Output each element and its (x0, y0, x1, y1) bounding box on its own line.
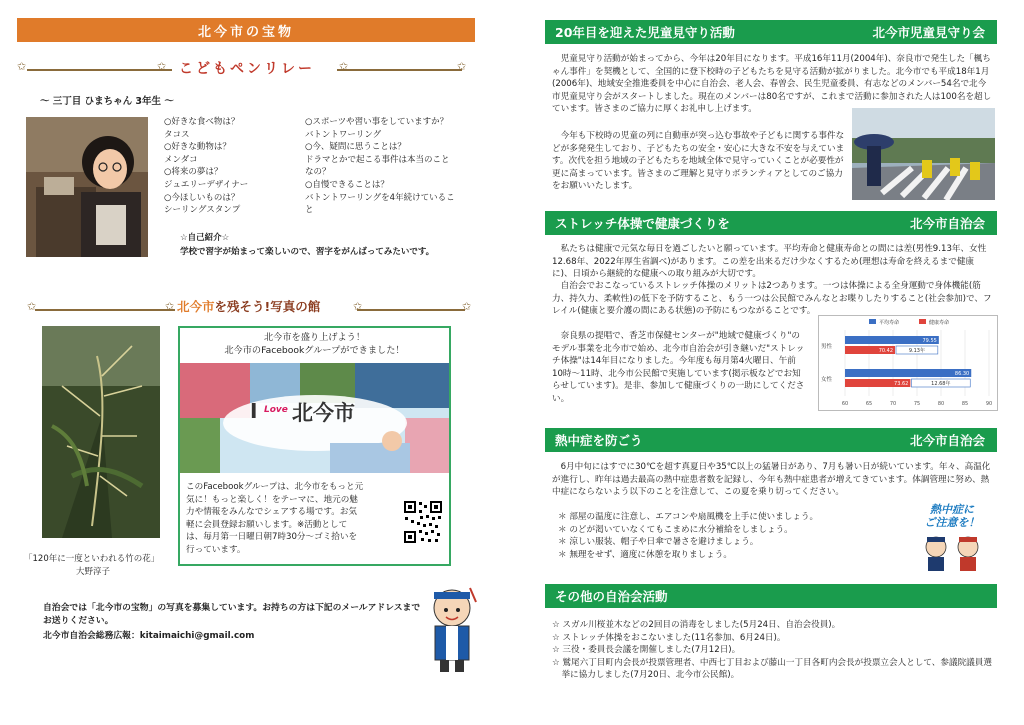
relay-col2 (305, 116, 475, 217)
relay-line: ○自慢できることは？ (305, 179, 389, 190)
legend-label: 健康寿命 (929, 320, 950, 326)
star-icon: ✩ (27, 300, 37, 313)
chart-svg (819, 316, 997, 410)
x-tick-label: 90 (985, 401, 993, 407)
legend-swatch (869, 319, 876, 324)
relay-line: バトントワーリングを4年続けているこ (305, 192, 455, 203)
fb-heading: 北今市を盛り上げよう！ 北今市のFacebookグループができました！ (224, 332, 405, 356)
stretch-para2: 自治会でおこなっているストレッチ体操のメリットは2つあります。一つは体操による全身運動で身体機能(筋力、持久力、柔軟性)の低下を予防すること、もう一つは公民館でみんなとお喋りしたりすること(社会参加)で、フレイル(健康と要介護の間にある状態)の予防にもつながることです。 (552, 281, 992, 317)
mimamori-para1: 児童見守り活動が始まってから、今年は20年目になります。平成16年11月(2004年)、奈良市で発生した「楓ちゃん事件」を契機として、全国的に登下校時の子どもたちを見守る活動が拡がりました。北今市でも平成18年1月(2006年)、地域安全推進委員を中心に自治会、老人会、春曽会、民生児童委員、有志などのメンバー54名で北今市児童見守り会がスタートしました。現在のメンバーは80名ですが、これまで活動に参加された人は100名を超しています。皆さまのご協力に厚くお礼申し上げます。 (552, 54, 992, 115)
fb-banner-image (180, 363, 449, 473)
heatstroke-illustration (908, 503, 996, 571)
relay-line: なの？ (305, 167, 331, 178)
section-title: 20年目を迎えた児童見守り活動 (555, 25, 735, 40)
relay-line: シーリングスタンプ (164, 205, 241, 216)
bar-value-label: 73.62 (894, 381, 909, 387)
other-list (552, 619, 992, 682)
relay-line: ○今ほしいものは？ (164, 192, 240, 203)
bar-average (845, 369, 971, 377)
facebook-box (178, 326, 451, 566)
left-banner-title: 北今市の宝物 (197, 24, 294, 40)
photo-section-title-bar (17, 297, 475, 321)
bar-value-label: 70.42 (878, 348, 894, 354)
footer-line2: 北今市自治会総務広報：kitaimaichi@gmail.com (43, 631, 255, 641)
intro-title: ☆自己紹介☆ (180, 233, 230, 243)
star-icon: ✩ (353, 300, 363, 313)
star-icon: ✩ (457, 60, 467, 73)
heatstroke-para: 6月中旬にはすでに30℃を超す真夏日や35℃以上の猛暑日があり、7月も暑い日が続いています。年々、高温化が進行し、昨年は過去最高の熱中症患者数を記録し、今年も熱中症患者が増えてきています。体調管理に努め、熱中症にならないよう以下のことを注意して、この夏を乗り切ってください。 (552, 462, 991, 498)
legend-label: 平均寿命 (879, 320, 900, 326)
fb-banner-love: Love (264, 405, 288, 415)
star-icon: ✩ (17, 60, 27, 73)
relay-line-right (337, 69, 462, 71)
relay-line: ○今、疑問に思うことは？ (305, 142, 406, 153)
other-item: ☆ スガル川桜並木などの2回目の消毒をしました(5月24日、自治会役員)。 (552, 620, 841, 630)
bamboo-photo (42, 326, 160, 538)
photo-title-prefix: 北今市 (177, 299, 215, 314)
mascot-illustration (426, 586, 478, 674)
heatstroke-item: ＊ 部屋の温度に注意し、エアコンや扇風機を上手に使いましょう。 (558, 512, 819, 522)
fb-body: このFacebookグループは、北今市をもっと元気に！もっと楽しく！をテーマに、地元の魅力や情報をみんなでシェアする場です。お気軽に会員登録お願いします。※活動としては、毎月第一日曜日朝7時30分～ゴミ拾いを行っています。 (186, 482, 364, 555)
other-item: ☆ 三役・委員長会議を開催しました(7月12日)。 (552, 645, 741, 656)
mimamori-para2: 今年も下校時の児童の列に自動車が突っ込む事故や子どもに関する事件などが多発発生しており、子どもたちの安全・安心に大きな不安を与えています。次代を担う地域の子どもたちを地域全体で見守っていくことが必要性が更に高まっています。皆さまのご理解と見守りボランティアとしてのご協力をお願いいたします。 (552, 131, 845, 192)
heatstroke-item: ＊ のどが渇いていなくてもこまめに水分補給をしましょう。 (558, 524, 793, 535)
relay-title-bar (17, 56, 475, 82)
section-header-heatstroke (545, 428, 997, 452)
left-banner (17, 18, 475, 42)
fb-banner-i: I (250, 399, 258, 423)
relay-line: メンダコ (164, 154, 198, 165)
section-header-other (545, 584, 997, 608)
relay-line: ○将来の夢は？ (164, 167, 223, 178)
section-org: 北今市自治会 (909, 216, 985, 231)
photo-title-suffix: を残そう!写真の館 (214, 299, 321, 314)
child-photo (26, 117, 148, 257)
x-tick-label: 65 (865, 401, 873, 407)
heatstroke-badge-text: 熱中症に ご注意を！ (924, 503, 980, 529)
photo-line-right (357, 309, 465, 311)
gap-label: 9.13年 (908, 348, 925, 354)
relay-line: バトントワーリング (305, 129, 382, 140)
section-org: 北今市自治会 (909, 433, 985, 448)
photo-section-title (177, 297, 320, 315)
section-header-stretch (545, 211, 997, 235)
star-icon: ✩ (165, 300, 175, 313)
heatstroke-item: ＊ 涼しい服装、帽子や日傘で暑さを避けましょう。 (558, 537, 759, 548)
gap-label: 12.68年 (931, 381, 951, 387)
star-icon: ✩ (462, 300, 472, 313)
legend-swatch (919, 319, 926, 324)
relay-subtitle: ～ 三丁目 ひまちゃん 3年生 ～ (40, 96, 174, 107)
bamboo-author: 大野淳子 (76, 567, 111, 577)
relay-line: ジュエリーデザイナー (164, 179, 249, 190)
x-tick-label: 75 (913, 401, 921, 407)
bamboo-caption: 「120年に一度といわれる竹の花」 (24, 554, 160, 564)
qr-code[interactable] (403, 500, 443, 544)
x-tick-label: 80 (937, 401, 945, 407)
relay-line-left (27, 69, 172, 71)
other-item: ☆ ストレッチ体操をおこないました(11名参加、6月24日)。 (552, 632, 786, 643)
stretch-para3: 奈良県の提唱で、香芝市保健センターが"地域で健康づくり"のモデル事業を北今市で始め、北今市自治会が引き継いだ"ストレッチ体操"は14年目になりました。今年度も毎月第4火曜日、午前10時～11時、北今市公民館で実施しています(掲示板などでお知らせしています)。是非、参加して健康づくりの一助にしてください。 (552, 331, 805, 404)
relay-line: ドラマとかで起こる事件は本当のこと (305, 154, 450, 165)
section-header-mimamori (545, 20, 997, 44)
bar-value-label: 79.55 (922, 338, 937, 344)
x-tick-label: 60 (841, 401, 849, 407)
star-icon: ✩ (339, 60, 349, 73)
heatstroke-list (558, 511, 898, 561)
relay-line: と (305, 205, 314, 216)
fb-banner-title: 北今市 (292, 401, 355, 425)
y-category-label: 男性 (821, 344, 833, 350)
relay-line: タコス (164, 129, 190, 140)
relay-title: こどもペンリレー (179, 61, 315, 77)
bar-value-label: 86.30 (954, 371, 970, 377)
stretch-para1: 私たちは健康で元気な毎日を過ごしたいと願っています。平均寿命と健康寿命との間には差(男性9.13年、女性12.68年、2022年厚生省調べ)があります。この差を出来るだけ少なくするため(理想は寿命を終えるまで健康に)、日頃から継続的な健康への取り組みが大切です。 (552, 244, 987, 280)
star-icon: ✩ (157, 60, 167, 73)
footer-line1: 自治会では「北今市の宝物」の写真を募集しています。お持ちの方は下記のメールアドレスまでお送りください。 (43, 603, 421, 626)
other-item: ☆ 鷲尾六丁目町内会長が投票管理者、中西七丁目および藤山一丁目各町内会長が投票立会人として、参議院議員選挙に協力しました(7月20日、北今市公民館)。 (552, 657, 992, 681)
x-tick-label: 85 (961, 401, 969, 407)
heatstroke-item: ＊ 無理をせず、適度に休憩を取りましょう。 (558, 549, 732, 560)
relay-col1 (164, 116, 304, 217)
crosswalk-photo (852, 108, 995, 200)
section-title: 熱中症を防ごう (555, 433, 643, 448)
section-title: ストレッチ体操で健康づくりを (555, 216, 730, 231)
relay-line: ○好きな動物は？ (164, 142, 231, 153)
relay-line: ○スポーツや習い事をしていますか？ (305, 117, 449, 127)
section-title: その他の自治会活動 (555, 589, 668, 604)
x-tick-label: 70 (889, 401, 897, 407)
y-category-label: 女性 (821, 377, 833, 383)
intro-text: 学校で習字が始まって楽しいので、習字をがんばってみたいです。 (180, 247, 435, 257)
relay-line: ○好きな食べ物は？ (164, 117, 240, 127)
life-expectancy-chart (818, 315, 998, 411)
photo-line-left (35, 309, 175, 311)
section-org: 北今市児童見守り会 (872, 25, 985, 40)
